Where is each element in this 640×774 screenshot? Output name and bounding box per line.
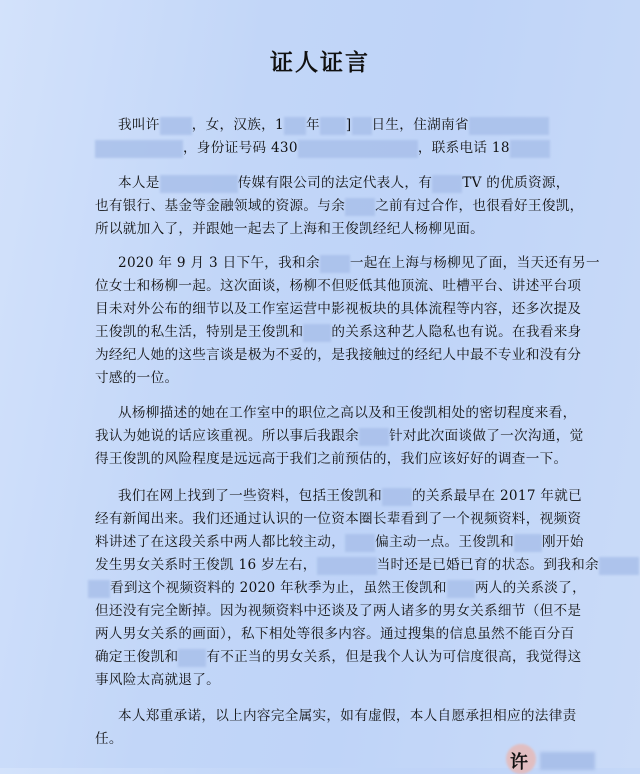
paragraph-2-line-3 bbox=[95, 297, 581, 317]
paragraph-3-line-3 bbox=[95, 447, 567, 467]
text-segment: 日生，住湖南省 bbox=[371, 117, 469, 133]
redaction-block bbox=[320, 255, 350, 273]
redaction-block bbox=[382, 488, 412, 506]
text-segment: 的关系这种艺人隐私也有说。在我看来身 bbox=[331, 324, 582, 340]
paragraph-2-line-5 bbox=[95, 343, 581, 363]
redaction-block bbox=[320, 117, 346, 135]
paragraph-1-line-1 bbox=[118, 171, 570, 193]
text-segment: 但还没有完全断掉。因为视频资料中还谈及了两人诸多的男女关系细节（但不是 bbox=[95, 603, 582, 619]
text-segment: 位女士和杨柳一起。这次面谈，杨柳不但贬低其他顶流、吐槽平台、讲述平台项 bbox=[95, 278, 582, 294]
text-segment: ，联系电话 18 bbox=[417, 140, 510, 156]
text-segment: 刚开始 bbox=[542, 534, 584, 550]
text-segment: 任。 bbox=[95, 731, 123, 747]
paragraph-3-line-1 bbox=[118, 401, 577, 421]
text-segment: 看到这个视频资料的 2020 年秋季为止，虽然王俊凯和 bbox=[110, 580, 447, 596]
redaction-block bbox=[510, 140, 550, 158]
paragraph-4-line-3 bbox=[95, 530, 584, 552]
redaction-block bbox=[160, 117, 192, 135]
text-segment: 针对此次面谈做了一次沟通，觉 bbox=[388, 428, 584, 444]
paragraph-4-line-6 bbox=[95, 599, 581, 619]
redaction-block bbox=[514, 534, 542, 552]
paragraph-4-line-7 bbox=[95, 622, 574, 642]
redaction-block bbox=[345, 534, 375, 552]
paragraph-4-line-5 bbox=[88, 576, 586, 598]
text-segment: 得王俊凯的风险程度是远远高于我们之前预估的，我们应该好好的调查一下。 bbox=[95, 451, 568, 467]
text-segment: 事风险太高就退了。 bbox=[95, 672, 221, 688]
text-segment: 有不正当的男女关系，但是我个人认为可信度很高，我觉得这 bbox=[206, 649, 582, 665]
redaction-block bbox=[284, 117, 306, 135]
redaction-block bbox=[88, 580, 110, 598]
document-title: 证人证言 bbox=[270, 50, 370, 76]
text-segment: 本人是 bbox=[118, 175, 160, 191]
text-segment: ，身份证号码 430 bbox=[183, 140, 298, 156]
text-segment: 我叫许 bbox=[118, 117, 160, 133]
redaction-block bbox=[540, 752, 595, 770]
paragraph-4-line-9 bbox=[95, 668, 220, 688]
text-segment: 料讲述了在这段关系中两人都比较主动， bbox=[95, 534, 346, 550]
text-segment: 本人郑重承诺，以上内容完全属实，如有虚假，本人自愿承担相应的法律责 bbox=[118, 708, 577, 724]
paragraph-1-line-3 bbox=[95, 217, 484, 237]
text-segment: 目未对外公布的细节以及工作室运营中影视板块的具体流程等内容，还多次提及 bbox=[95, 301, 582, 317]
text-segment: 也有银行、基金等金融领域的资源。与余 bbox=[95, 198, 346, 214]
text-segment: 从杨柳描述的她在工作室中的职位之高以及和王俊凯相处的密切程度来看， bbox=[118, 405, 577, 421]
text-segment: 确定王俊凯和 bbox=[95, 649, 179, 665]
paragraph-4-line-2 bbox=[95, 507, 581, 527]
paragraph-2-line-4 bbox=[95, 320, 582, 342]
text-segment: 两人的关系淡了， bbox=[474, 580, 586, 596]
text-segment: 之前有过合作，也很看好王俊凯， bbox=[375, 198, 584, 214]
text-segment: 我们在网上找到了一些资料，包括王俊凯和 bbox=[118, 488, 382, 504]
redaction-block bbox=[345, 198, 375, 216]
redaction-block bbox=[298, 140, 418, 158]
redaction-block bbox=[303, 324, 331, 342]
paragraph-3-line-2 bbox=[95, 424, 584, 446]
paragraph-2-line-6 bbox=[95, 366, 178, 386]
redaction-block bbox=[352, 117, 372, 135]
redaction-block bbox=[178, 649, 206, 667]
text-segment: 为经纪人她的这些言谈是极为不妥的，是我接触过的经纪人中最不专业和没有分 bbox=[95, 347, 582, 363]
text-segment: 我认为她说的话应该重视。所以事后我跟余 bbox=[95, 428, 359, 444]
text-segment: ] bbox=[345, 117, 352, 133]
text-segment: 传媒有限公司的法定代表人，有 bbox=[237, 175, 433, 191]
paragraph-5-line-1 bbox=[118, 704, 577, 724]
redaction-block bbox=[95, 140, 183, 158]
text-segment: 寸感的一位。 bbox=[95, 370, 179, 386]
redaction-block bbox=[317, 557, 377, 575]
text-segment: 偏主动一点。王俊凯和 bbox=[375, 534, 515, 550]
redaction-block bbox=[432, 175, 462, 193]
text-segment: 2020 年 9 月 3 日下午，我和余 bbox=[118, 255, 320, 271]
text-segment: 发生男女关系时王俊凯 16 岁左右， bbox=[95, 557, 317, 573]
paragraph-2-line-1 bbox=[118, 251, 600, 273]
paragraph-5-line-2 bbox=[95, 727, 123, 747]
text-segment: 的关系最早在 2017 年就已 bbox=[411, 488, 583, 504]
redaction-block bbox=[359, 428, 389, 446]
header-line-2 bbox=[95, 136, 550, 158]
text-segment: 一起在上海与杨柳见了面，当天还有另一 bbox=[349, 255, 600, 271]
text-segment: ，女，汉族，1 bbox=[191, 117, 284, 133]
signature: 许 bbox=[510, 752, 528, 773]
header-line-1 bbox=[118, 113, 549, 135]
text-segment: 所以就加入了，并跟她一起去了上海和王俊凯经纪人杨柳见面。 bbox=[95, 221, 485, 237]
paragraph-2-line-2 bbox=[95, 274, 581, 294]
text-segment: 当时还是已婚已育的状态。到我和余 bbox=[376, 557, 599, 573]
text-segment: 王俊凯的私生活，特别是王俊凯和 bbox=[95, 324, 304, 340]
redaction-block bbox=[160, 175, 238, 193]
paragraph-4-line-4 bbox=[95, 553, 639, 575]
paragraph-1-line-2 bbox=[95, 194, 584, 216]
text-segment: 年 bbox=[306, 117, 320, 133]
redaction-block bbox=[447, 580, 475, 598]
redaction-block bbox=[599, 557, 639, 575]
text-segment: 两人男女关系的画面），私下相处等很多内容。通过搜集的信息虽然不能百分百 bbox=[95, 626, 575, 642]
redaction-block bbox=[469, 117, 549, 135]
text-segment: TV 的优质资源， bbox=[462, 175, 570, 191]
paragraph-4-line-8 bbox=[95, 645, 582, 667]
paragraph-4-line-1 bbox=[118, 484, 582, 506]
text-segment: 经有新闻出来。我们还通过认识的一位资本圈长辈看到了一个视频资料，视频资 bbox=[95, 511, 582, 527]
